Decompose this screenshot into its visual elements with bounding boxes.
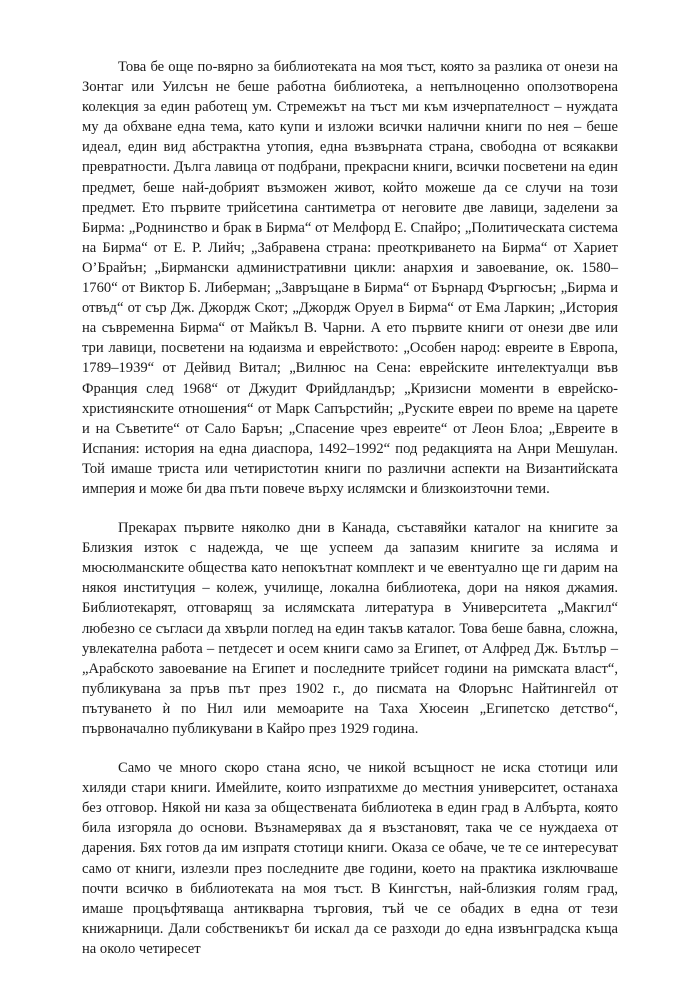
body-text — [82, 57, 618, 959]
paragraph-2: Прекарах първите няколко дни в Канада, съставяйки каталог на книгите за Близкия изток с надежда, че ще успеем да запазим книгите за исляма и мюсюлманските общества като непокътнат комплект и че евентуално ще ги дарим на някоя институция – колеж, училище, локална библиотека, дори на някоя джамия. Библиотекарят, отговарящ за ислямската литература в Университета „Макгил“ любезно се съгласи да хвърли поглед на един такъв каталог. Това беше бавна, сложна, увлекателна работа – петдесет и осем книги само за Египет, от Алфред Дж. Бътлър – „Арабското завоевание на Египет и последните трийсет години на римската власт“, публикувана за пръв път през 1902 г., до писмата на Флорънс Найтингейл от пътуването ѝ по Нил или мемоарите на Таха Хюсеин „Египетско детство“, първоначално публикувани в Кайро през 1929 година. — [82, 520, 618, 737]
paragraph-1: Това бе още по-вярно за библиотеката на моя тъст, която за разлика от онези на Зонтаг или Уилсън не беше работна библиотека, а непълноценно оползотворена колекция за един работещ ум. Стремежът на тъст ми към изчерпателност – нуждата му да обхване една тема, като купи и изложи всички налични книги по нея – беше идеал, един вид абстрактна утопия, една възвърната страна, свободна от всякакви превратности. Дълга лавица от подбрани, прекрасни книги, всички посветени на един предмет, беше най-добрият възможен живот, който можеше да се случи на този предмет. Ето първите трийсетина сантиметра от неговите две лавици, заделени за Бирма: „Роднинство и брак в Бирма“ от Мелфорд Е. Спайро; „Политическата система на Бирма“ от Е. Р. Лийч; „Забравена страна: преоткриването на Бирма“ от Хариет О’Брайън; „Бирмански административни цикли: анархия и завоевание, ок. 1580–1760“ от Виктор Б. Либерман; „Завръщане в Бирма“ от Бърнард Фъргюсън; „Бирма и отвъд“ от сър Дж. Джордж Скот; „Джордж Оруел в Бирма“ от Ема Ларкин; „История на съвременна Бирма“ от Майкъл В. Чарни. А ето първите книги от онези две или три лавици, посветени на юдаизма и еврейството: „Особен народ: евреите в Европа, 1789–1939“ от Дейвид Витал; „Вилнюс на Сена: еврейските интелектуалци във Франция след 1968“ от Джудит Фрийдландър; „Кризисни моменти в еврейско-християнските отношения“ от Марк Сапърстийн; „Руските евреи по време на царете и на Съветите“ от Сало Барън; „Спасение чрез евреите“ от Леон Блоа; „Евреите в Испания: история на една диаспора, 1492–1992“ под редакцията на Анри Мешулан. Той имаше триста или четиристотин книги по различни аспекти на Византийската империя и може би два пъти повече върху ислямски и близкоизточни теми. — [82, 59, 618, 497]
paragraph-3: Само че много скоро стана ясно, че никой всъщност не иска стотици или хиляди стари книги. Имейлите, които изпратихме до местния университет, останаха без отговор. Някой ни каза за обществената библиотека в един град в Албърта, която била изгоряла до основи. Възнамерявах да я възстановят, така че се нуждаеха от дарения. Бях готов да им изпратя стотици книги. Оказа се обаче, че те се интересуват само от книги, излезли през последните две години, което на практика изключваше почти всичко в библиотеката на моя тъст. В Кингстън, най-близкия голям град, имаше процъфтяваща антикварна търговия, тъй че се обадих в една от тези книжарници. Дали собственикът би искал да се разходи до една извънградска къща на около четиресет — [82, 760, 618, 957]
